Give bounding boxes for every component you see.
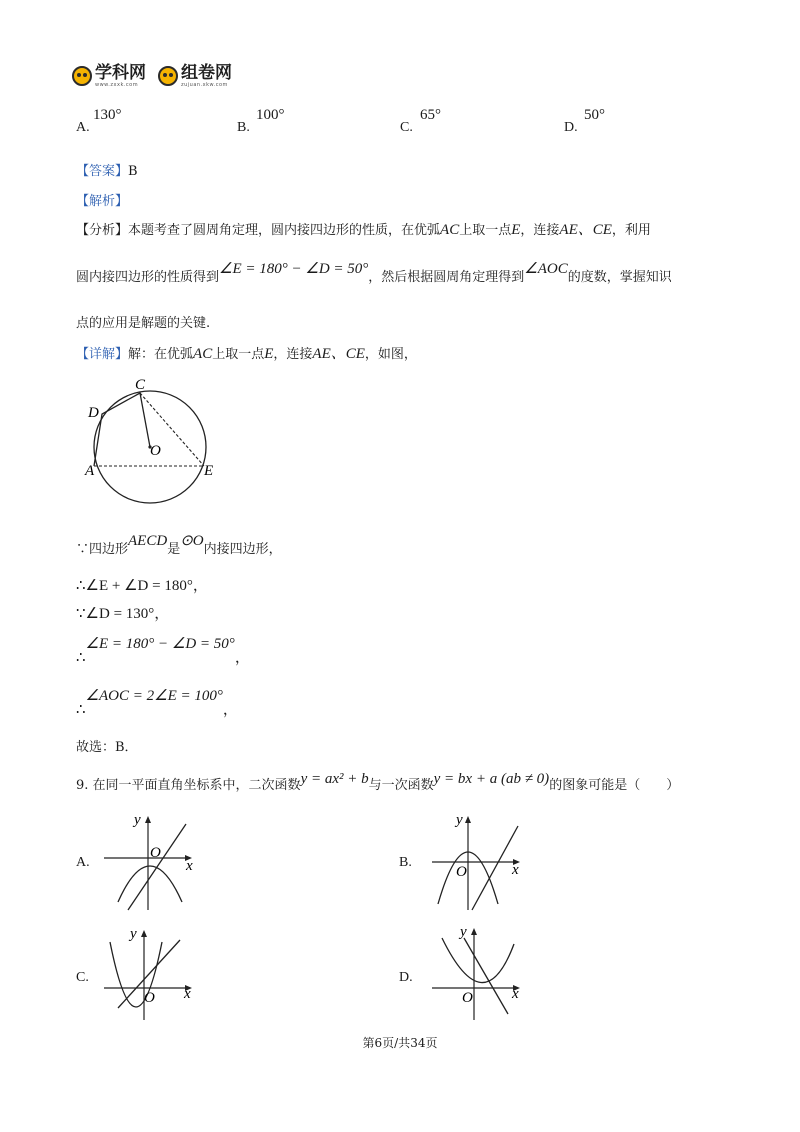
q8-option-d-value: 50°: [584, 107, 605, 123]
step-text: ∵四边形: [76, 542, 129, 557]
fenxi-line-1: [76, 218, 651, 239]
question-number: 9.: [76, 778, 89, 793]
quad-aecd: AECD: [128, 533, 168, 549]
q8-option-d-label: D.: [564, 120, 578, 135]
detail-text: 解：在优弧: [128, 347, 194, 362]
xuekewang-logo: 学科网 www.zxxk.com: [72, 62, 146, 90]
step-2: ∴∠E + ∠D = 180°，: [76, 578, 208, 594]
q8-option-b-value: 100°: [256, 107, 285, 123]
label-a: A: [85, 463, 95, 479]
circle-figure: [80, 375, 220, 510]
choice-line: 故选：B．: [76, 740, 138, 755]
label-c: C: [135, 377, 146, 393]
logo-face-icon: [72, 66, 92, 86]
q8-option-a-label: A.: [76, 120, 90, 135]
step-1: [76, 533, 282, 558]
therefore-symbol: ∴: [76, 650, 86, 666]
q8-option-c-label: C.: [400, 120, 413, 135]
segments-ae-ce: AE、CE: [312, 346, 365, 362]
origin-label: O: [144, 990, 155, 1006]
point-e: E: [264, 346, 274, 362]
parabola: [442, 938, 514, 983]
angle-aoc: ∠AOC: [524, 261, 568, 277]
line: [128, 824, 186, 910]
arc-ac: AC: [193, 346, 213, 362]
detail-tag: 【详解】: [76, 347, 129, 362]
detail-text: 上取一点: [212, 347, 265, 362]
step-text: 是: [167, 542, 181, 557]
fenxi-text: 的度数，掌握知识: [567, 270, 672, 285]
step-4: [76, 632, 250, 666]
fenxi-tag: 【分析】: [76, 223, 129, 238]
question-text: 的图象可能是（ ）: [549, 778, 680, 793]
fenxi-text: ，然后根据圆周角定理得到: [368, 270, 525, 285]
fenxi-text: ，连接: [520, 223, 560, 238]
analysis-tag: 【解析】: [76, 194, 129, 209]
y-axis-label: y: [130, 926, 137, 942]
q8-option-a-value: 130°: [93, 107, 122, 123]
step-text: 内接四边形，: [203, 542, 282, 557]
q9-graph-c: [100, 924, 200, 1024]
step-text: ，: [234, 650, 250, 666]
answer-value: B: [128, 164, 138, 179]
fenxi-line-3: 点的应用是解题的关键.: [76, 316, 211, 331]
formula-e: ∠E = 180° − ∠D = 50°: [219, 261, 369, 277]
q8-option-b-label: B.: [237, 120, 250, 135]
page-footer: 第6页/共34页: [362, 1036, 438, 1050]
y-axis-label: y: [456, 812, 463, 828]
q9-graph-d: [428, 924, 528, 1024]
step-3: ∵∠D = 130°，: [76, 606, 170, 622]
circle-symbol: ⊙O: [180, 533, 204, 549]
q9-option-a-label: A.: [76, 855, 90, 870]
fenxi-text: ，利用: [611, 223, 651, 238]
origin-label: O: [462, 990, 473, 1006]
label-e: E: [204, 463, 214, 479]
fenxi-line-2: [76, 261, 672, 286]
y-axis-label: y: [134, 812, 141, 828]
quad-sides: [94, 393, 150, 466]
question-text: 在同一平面直角坐标系中，二次函数: [92, 778, 301, 793]
label-d: D: [88, 405, 99, 421]
answer-line: [76, 160, 138, 179]
x-axis-label: x: [512, 986, 519, 1002]
q9-option-d-label: D.: [399, 970, 413, 985]
formula-e: ∠E = 180° − ∠D = 50°: [85, 636, 235, 652]
answer-tag: 【答案】: [76, 164, 129, 179]
logo-face-icon: [158, 66, 178, 86]
y-axis-label: y: [460, 924, 467, 940]
q9-graph-a: [100, 810, 200, 914]
label-o: O: [150, 443, 161, 459]
step-text: ，: [222, 702, 238, 718]
question-text: 与一次函数: [368, 778, 434, 793]
origin-label: O: [150, 845, 161, 861]
segments-ae-ce: AE、CE: [559, 222, 612, 238]
therefore-symbol: ∴: [76, 702, 86, 718]
q9-option-b-label: B.: [399, 855, 412, 870]
fenxi-text: 上取一点: [459, 223, 512, 238]
linear-formula: y = bx + a (ab ≠ 0): [433, 771, 550, 787]
fenxi-text: 本题考查了圆周角定理，圆内接四边形的性质，在优弧: [128, 223, 441, 238]
origin-label: O: [456, 864, 467, 880]
point-e: E: [511, 222, 521, 238]
q8-option-c-value: 65°: [420, 107, 441, 123]
question-9: [76, 771, 680, 794]
x-axis-label: x: [512, 862, 519, 878]
fenxi-text: 圆内接四边形的性质得到: [76, 270, 220, 285]
zujuanwang-logo: 组卷网 zujuan.xkw.com: [158, 62, 232, 90]
step-5: [76, 684, 238, 718]
x-axis-label: x: [184, 986, 191, 1002]
detail-text: ，如图，: [364, 347, 417, 362]
arc-ac: AC: [440, 222, 460, 238]
detail-text: ，连接: [273, 347, 313, 362]
x-axis-label: x: [186, 858, 193, 874]
detail-line: [76, 342, 417, 363]
q9-option-c-label: C.: [76, 970, 89, 985]
q9-graph-b: [428, 810, 528, 914]
quadratic-formula: y = ax² + b: [300, 771, 369, 787]
parabola: [118, 866, 182, 902]
formula-aoc: ∠AOC = 2∠E = 100°: [85, 688, 223, 704]
